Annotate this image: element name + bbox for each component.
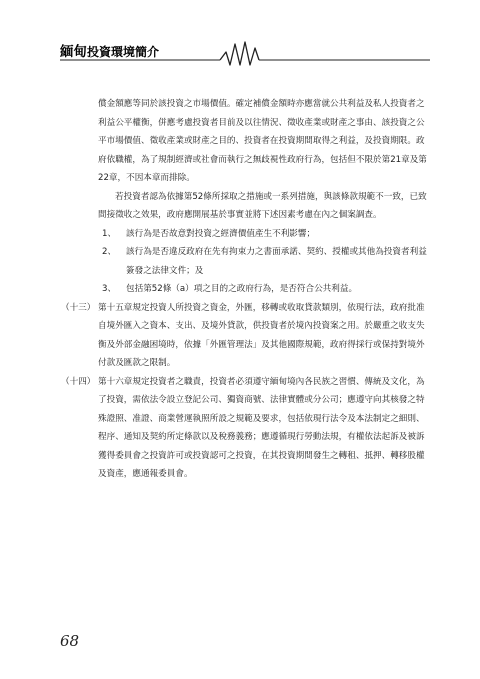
list-item-text: 包括第52條（a）項之目的之政府行為，是否符合公共利益。 xyxy=(126,284,358,294)
section-14 xyxy=(61,373,433,484)
header-title xyxy=(60,40,159,60)
running-header xyxy=(60,38,430,68)
header-title-lead: 緬甸 xyxy=(60,44,87,60)
paragraph-compensation: 償金額應等同於該投資之市場價值。確定補償金額時亦應當就公共利益及私人投資者之利益公平權衡，併應考慮投資者目前及以往情況、徵收產業或財產之事由、該投資之公平市場價值、徵收產業或財產之目的、投資者在投資期間取得之利益，及投資期限。政府依職權，為了規制經濟或社會而執行之無歧視性政府行為，包括但不限於第21章及第22章，不因本章而排除。 xyxy=(98,99,427,183)
section-text: 第十六章規定投資者之職責，投資者必須遵守緬甸境內各民族之習慣、傳統及文化，為了投資，需依法令設立登記公司、獨資商號、法律實體或分公司；應遵守向其核發之特殊證照、准證、商業營運執照所設之規範及要求，包括依現行法令及本法制定之細則、程序、通知及契約所定條款以及稅務義務；應遵循現行勞動法規，有權依法起訴及被訴獲得委員會之投資許可或投資認可之投資，在其投資期間發生之轉租、抵押、轉移股權及資產，應通報委員會。 xyxy=(98,376,425,479)
list-item-text: 該行為是否故意對投資之經濟價值產生不利影響； xyxy=(126,228,316,239)
document-body xyxy=(61,95,433,484)
paragraph-indirect-expropriation: 若投資者認為依據第52條所採取之措施或一系列措施，與該條款規範不一致，已致間接徵收之效果，政府應開展基於事實並將下述因素考慮在內之個案調查。 xyxy=(98,191,427,220)
list-item xyxy=(102,243,433,280)
section-number: （十四） xyxy=(61,376,96,387)
list-item-text: 該行為是否違反政府在先有拘束力之書面承諾、契約、授權或其他為投資者利益簽發之法律文件；及 xyxy=(126,247,427,276)
list-item-number: 3、 xyxy=(102,284,117,294)
page-number: 68 xyxy=(60,632,80,650)
section-text: 第十五章規定投資人所投資之資金，外匯，移轉或收取貸款類別，依現行法，政府批准自境外匯入之資本、支出、及境外貸款，供投資者於境內投資案之用。於嚴重之收支失衡及外部金融困境時，依據「外匯管理法」及其他國際規範，政府得採行或保持對境外付款及匯款之限制。 xyxy=(98,302,425,368)
section-number: （十三） xyxy=(61,302,96,313)
list-item xyxy=(102,225,433,244)
header-title-rest: 投資環境簡介 xyxy=(87,45,160,59)
list-item-number: 1、 xyxy=(102,228,117,239)
section-13 xyxy=(61,299,433,373)
list-item xyxy=(102,280,433,299)
list-item-number: 2、 xyxy=(102,247,117,257)
